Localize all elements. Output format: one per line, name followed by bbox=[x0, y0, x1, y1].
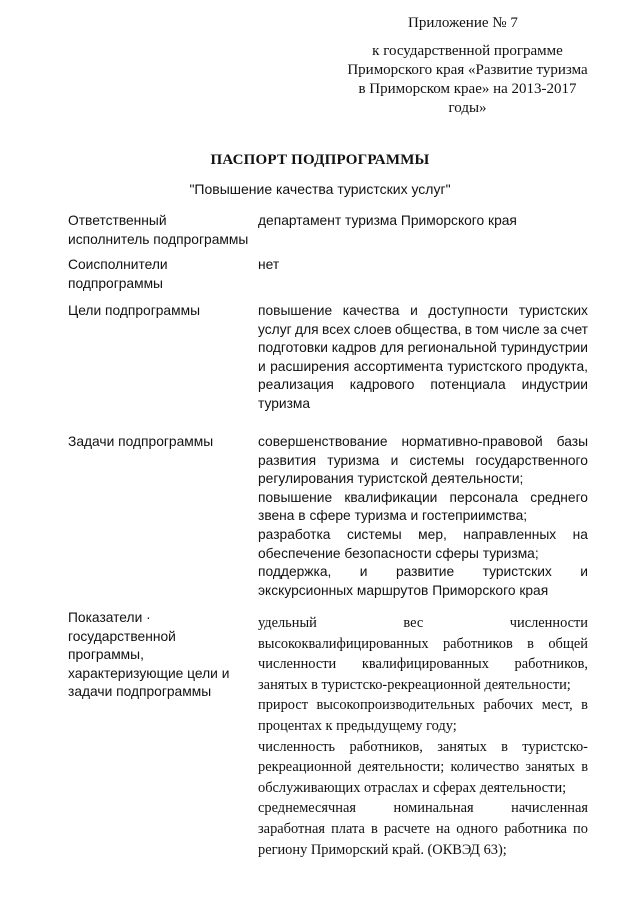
value-line: повышение качества и доступности туристских bbox=[258, 303, 588, 318]
row-value bbox=[258, 433, 588, 600]
value-line: развития туризма и системы государственного bbox=[258, 452, 588, 468]
value-line: совершенствование нормативно-правовой базы bbox=[258, 434, 588, 449]
passport-row-tasks bbox=[68, 433, 588, 599]
value-line: удельный вес численности bbox=[258, 615, 588, 631]
passport-row-indicators bbox=[68, 609, 588, 860]
row-label: Соисполнители подпрограммы bbox=[68, 257, 168, 291]
appendix-reference-line: в Приморском крае» на 2013-2017 bbox=[358, 81, 577, 97]
value-line: звена в сфере туризма и гостеприимства; bbox=[258, 508, 528, 524]
row-label: Ответственный исполнитель подпрограммы bbox=[68, 213, 249, 247]
appendix-reference-line: Приморского края «Развитие туризма bbox=[347, 62, 588, 78]
document-subtitle: "Повышение качества туристских услуг" bbox=[189, 181, 451, 197]
value-line: обеспечение безопасности сферы туризма; bbox=[258, 545, 539, 561]
value-line: повышение квалификации персонала среднего bbox=[258, 489, 588, 505]
row-value bbox=[258, 302, 588, 414]
value-line: заработная плата в расчете на одного работника по bbox=[258, 820, 588, 837]
passport-row-goals bbox=[68, 302, 588, 414]
value-line: обслуживающих отраслах и сферах деятельности; bbox=[258, 779, 567, 796]
value-line: среднемесячная номинальная начисленная bbox=[258, 800, 588, 817]
value-line: поддержка, и развитие туристских и bbox=[258, 564, 588, 580]
value-line: туризма bbox=[258, 395, 311, 411]
value-line: разработка системы мер, направленных на bbox=[258, 526, 588, 542]
value-line: процентах к предыдущему году; bbox=[258, 717, 457, 734]
value-line: численности квалифицированных работников, bbox=[258, 656, 588, 673]
value-line: рекреационной деятельности; количество занятых в bbox=[258, 759, 588, 776]
value-line: высококвалифицированных работников в общей bbox=[258, 635, 588, 652]
row-label: Показатели · государственной программы, характеризующие цели и задачи подпрограммы bbox=[68, 610, 230, 700]
value-line: регулирования туристской деятельности; bbox=[258, 471, 524, 487]
row-label: Цели подпрограммы bbox=[68, 303, 200, 318]
value-line: и расширения ассортимента туристского продукта, bbox=[258, 358, 588, 374]
value-line: услуг для всех слоев общества, в том числе за счет bbox=[258, 321, 588, 337]
value-line: региону Приморский край. (ОКВЭД 63); bbox=[258, 841, 507, 858]
value-line: численность работников, занятых в туристско- bbox=[258, 738, 588, 755]
document-title: ПАСПОРТ ПОДПРОГРАММЫ bbox=[210, 152, 430, 168]
row-value: нет bbox=[258, 257, 280, 272]
passport-row-coexecutors bbox=[68, 256, 588, 294]
value-line: прирост высокопроизводительных рабочих мест, в bbox=[258, 697, 588, 714]
appendix-reference-line: годы» bbox=[448, 100, 487, 116]
appendix-reference bbox=[335, 42, 600, 118]
row-value: департамент туризма Приморского края bbox=[258, 213, 517, 228]
appendix-title: Приложение № 7 bbox=[408, 15, 518, 31]
row-label: Задачи подпрограммы bbox=[68, 434, 214, 449]
value-line: реализация кадрового потенциала индустрии bbox=[258, 377, 588, 393]
value-line: занятых в туристско-рекреационной деятельности; bbox=[258, 676, 571, 693]
appendix-reference-line: к государственной программе bbox=[372, 43, 563, 59]
value-line: экскурсионных маршрутов Приморского края bbox=[258, 582, 549, 598]
row-value bbox=[258, 609, 588, 860]
passport-table bbox=[68, 211, 588, 860]
value-line: подготовки кадров для региональной туриндустрии bbox=[258, 340, 588, 356]
passport-row-responsible bbox=[68, 211, 588, 248]
